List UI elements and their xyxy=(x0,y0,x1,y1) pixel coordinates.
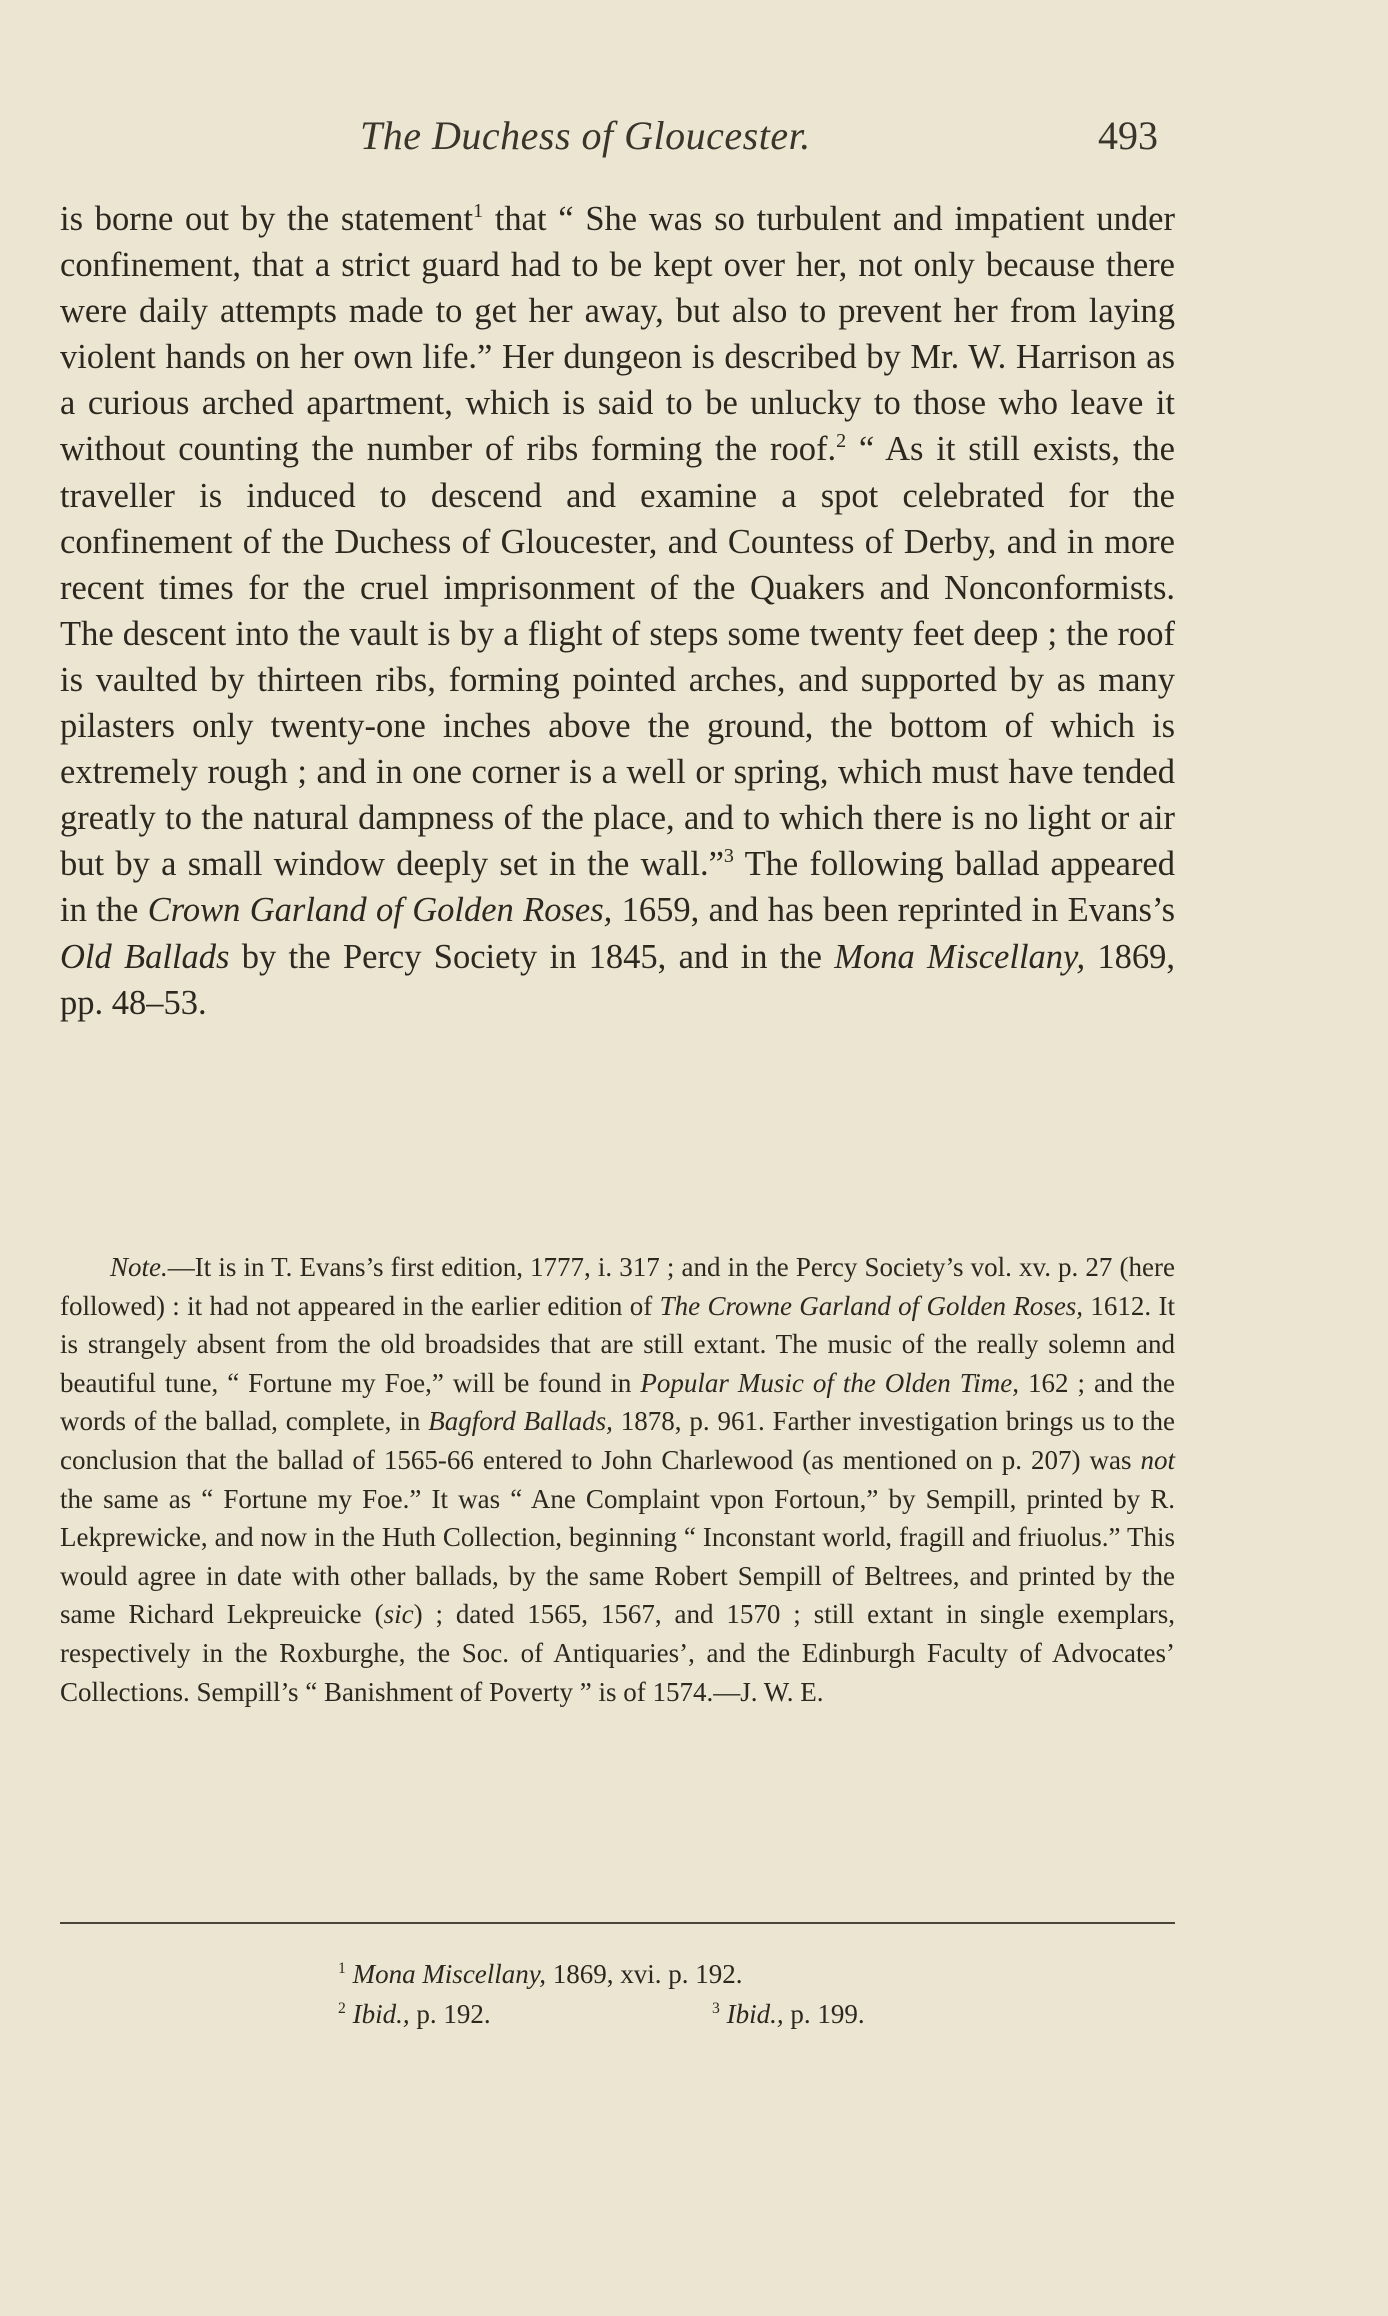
footnote-title: Ibid., xyxy=(726,1999,784,2029)
footnote-text: p. 199. xyxy=(783,1999,865,2029)
note-text-segment: 162 ; and the words of the ballad, complete, in xyxy=(60,1367,1175,1437)
emphasis-sic: sic xyxy=(383,1599,414,1630)
footnote-title: Ibid., xyxy=(352,1999,410,2029)
note-text-segment: 1612. It is strangely absent from the old broadsides that are still extant. The music of the really solemn and beautiful tune, “ Fortune my Foe,” will be found in xyxy=(60,1290,1175,1398)
book-title-old-ballads: Old Ballads xyxy=(60,937,230,976)
note-text-segment: ) ; dated 1565, 1567, and 1570 ; still extant in single exemplars, respectively in the Roxburghe, the Soc. of Antiquaries’, and the Edinburgh Faculty of Advocates’ Collections. Sempill’s “ Banishment of Poverty ” is of 1574.—J. W. E. xyxy=(60,1599,1175,1707)
note-text-segment: —It is in T. Evans’s first edition, 1777, i. 317 ; and in the Percy Society’s vol. xv. p. 27 (here followed) : it had not appeared in the earlier edition of xyxy=(60,1252,1175,1321)
footnote-number: 3 xyxy=(712,1999,720,2017)
running-title: The Duchess of Gloucester. xyxy=(360,113,811,158)
footnote-number: 2 xyxy=(338,1999,346,2017)
footnote-divider xyxy=(60,1922,1175,1924)
footnote-3 xyxy=(712,1994,865,2034)
emphasis-not: not xyxy=(1140,1444,1175,1475)
body-text-segment: by the Percy Society in 1845, and in the xyxy=(229,937,835,976)
footnote-number: 1 xyxy=(338,1959,346,1977)
book-title-popular-music: Popular Music of the Olden Time, xyxy=(640,1367,1020,1398)
footnote-text: p. 192. xyxy=(409,1999,491,2029)
body-text-segment: “ As it still exists, the traveller is induced to descend and examine a spot celebrated for the confinement of the Duchess of Gloucester, and Countess of Derby, and in more recent times for the cruel imprisonment of the Quakers and Nonconformists. The descent into the vault is by a flight of steps some twenty feet deep ; the roof is vaulted by thirteen ribs, forming pointed arches, and supported by as many pilasters only twenty-one inches above the ground, the bottom of which is extremely rough ; and in one corner is a well or spring, which must have tended greatly to the natural dampness of the place, and to which there is no light or air but by a small window deeply set in the wall.” xyxy=(60,430,1175,884)
footnote-text: 1869, xvi. p. 192. xyxy=(546,1959,743,1989)
note-text-segment: the same as “ Fortune my Foe.” It was “ Ane Complaint vpon Fortoun,” by Sempill, printed by R. Lekprewicke, and now in the Huth Collection, beginning “ Inconstant world, fragill and friuolus.” This would agree in date with other ballads, by the same Robert Sempill of Beltrees, and printed by the same Richard Lekpreuicke ( xyxy=(60,1483,1175,1630)
footnote-ref-3: 3 xyxy=(723,845,734,868)
footnote-title: Mona Miscellany, xyxy=(352,1959,547,1989)
book-title-mona-miscellany: Mona Miscellany, xyxy=(834,937,1086,976)
book-title-crown-garland: Crown Garland of Golden Roses, xyxy=(147,891,613,930)
footnote-ref-2: 2 xyxy=(836,430,847,453)
body-text-segment: The following ballad appeared in the xyxy=(60,845,1175,930)
body-text-segment: 1659, and has been reprinted in Evans’s xyxy=(612,891,1175,930)
footnote-2 xyxy=(338,1994,491,2034)
body-text-segment: is borne out by the statement xyxy=(60,200,474,238)
footnote-1 xyxy=(338,1954,743,1994)
body-text-segment: 1869, pp. 48–53. xyxy=(60,937,1175,1022)
body-paragraph xyxy=(60,196,1175,1026)
body-text-segment: that “ She was so turbulent and impatient under confinement, that a strict guard had to be kept over her, not only because there were daily attempts made to get her away, but also to prevent her from laying violent hands on her own life.” Her dungeon is described by Mr. W. Harrison as a curious arched apartment, which is said to be unlucky to those who leave it without counting the number of ribs forming the roof. xyxy=(60,200,1175,469)
book-title-bagford-ballads: Bagford Ballads, xyxy=(428,1406,613,1437)
page-header xyxy=(0,112,1388,162)
footnote-ref-1: 1 xyxy=(473,200,484,222)
editor-note xyxy=(60,1248,1175,1711)
book-title-crowne-garland: The Crowne Garland of Golden Roses, xyxy=(659,1290,1084,1321)
note-label: Note. xyxy=(110,1252,168,1282)
note-text-segment: 1878, p. 961. Farther investigation brings us to the conclusion that the ballad of 1565-66 entered to John Charlewood (as mentioned on p. 207) was xyxy=(60,1406,1175,1475)
page-number: 493 xyxy=(1098,113,1158,158)
